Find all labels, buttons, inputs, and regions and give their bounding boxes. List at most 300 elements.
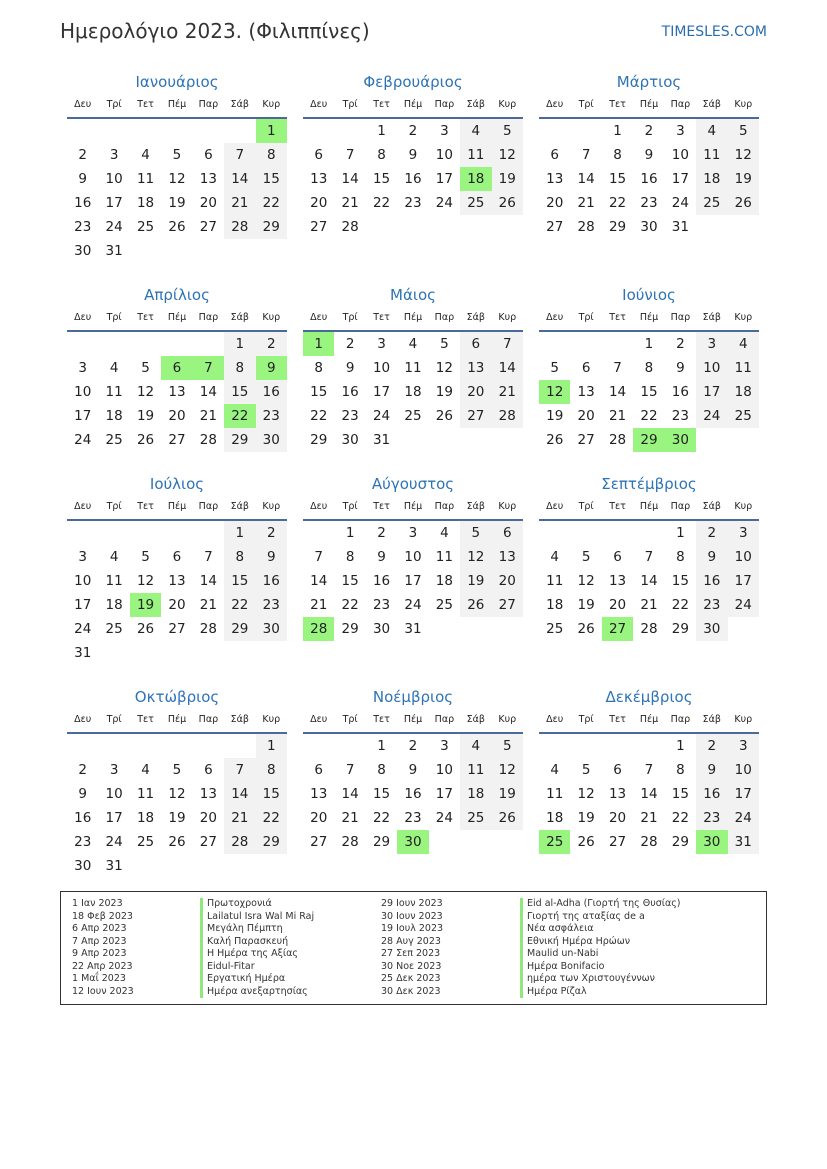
day-cell[interactable]: 7	[644, 549, 654, 565]
day-cell[interactable]: 4	[141, 762, 150, 778]
brand-link[interactable]: TIMESLES.COM	[661, 24, 767, 40]
day-cell[interactable]: 7	[644, 762, 654, 778]
day-cell[interactable]: 26	[168, 834, 186, 850]
day-cell[interactable]: 30	[640, 219, 658, 235]
day-cell[interactable]: 10	[372, 360, 391, 376]
day-cell[interactable]: 14	[341, 786, 359, 802]
day-cell[interactable]: 28	[224, 215, 255, 239]
day-cell[interactable]: 11	[136, 171, 155, 187]
holiday-day-cell[interactable]: 30	[665, 428, 696, 452]
day-cell[interactable]: 28	[608, 432, 627, 448]
day-cell[interactable]: 3	[109, 762, 119, 778]
day-cell[interactable]: 12	[577, 573, 595, 589]
day-cell[interactable]: 9	[256, 545, 287, 569]
day-cell[interactable]: 8	[644, 360, 654, 376]
day-cell[interactable]: 25	[546, 621, 564, 637]
holiday-day-cell[interactable]: 30	[696, 830, 727, 854]
day-cell[interactable]: 10	[105, 171, 123, 187]
day-cell[interactable]: 24	[728, 593, 759, 617]
day-cell[interactable]: 5	[581, 549, 591, 565]
day-cell[interactable]: 24	[671, 195, 689, 211]
day-cell[interactable]: 7	[613, 360, 622, 376]
day-cell[interactable]: 11	[460, 143, 491, 167]
day-cell[interactable]: 14	[577, 171, 595, 187]
day-cell[interactable]: 12	[728, 143, 759, 167]
day-cell[interactable]: 24	[435, 810, 453, 826]
day-cell[interactable]: 28	[341, 834, 359, 850]
day-cell[interactable]: 18	[435, 573, 453, 589]
day-cell[interactable]: 18	[546, 810, 564, 826]
day-cell[interactable]: 11	[136, 786, 155, 802]
day-cell[interactable]: 31	[728, 830, 759, 854]
day-cell[interactable]: 14	[199, 384, 217, 400]
day-cell[interactable]: 20	[310, 195, 328, 211]
day-cell[interactable]: 27	[199, 834, 217, 850]
day-cell[interactable]: 24	[105, 834, 123, 850]
day-cell[interactable]: 26	[136, 432, 155, 448]
day-cell[interactable]: 18	[546, 597, 564, 613]
day-cell[interactable]: 6	[314, 147, 323, 163]
day-cell[interactable]: 18	[105, 408, 123, 424]
day-cell[interactable]: 15	[256, 782, 287, 806]
day-cell[interactable]: 17	[105, 810, 123, 826]
day-cell[interactable]: 28	[199, 432, 217, 448]
day-cell[interactable]: 13	[168, 384, 186, 400]
day-cell[interactable]: 5	[728, 119, 759, 143]
day-cell[interactable]: 21	[310, 597, 328, 613]
day-cell[interactable]: 6	[492, 521, 523, 545]
day-cell[interactable]: 8	[224, 545, 255, 569]
day-cell[interactable]: 3	[696, 332, 727, 356]
day-cell[interactable]: 21	[224, 806, 255, 830]
day-cell[interactable]: 27	[492, 593, 523, 617]
day-cell[interactable]: 4	[408, 336, 418, 352]
day-cell[interactable]: 5	[172, 147, 182, 163]
holiday-day-cell[interactable]: 6	[161, 356, 192, 380]
day-cell[interactable]: 3	[377, 336, 386, 352]
day-cell[interactable]: 30	[256, 428, 287, 452]
day-cell[interactable]: 19	[136, 408, 155, 424]
day-cell[interactable]: 25	[136, 834, 155, 850]
day-cell[interactable]: 16	[671, 384, 689, 400]
day-cell[interactable]: 13	[546, 171, 564, 187]
day-cell[interactable]: 11	[696, 143, 727, 167]
day-cell[interactable]: 22	[341, 597, 359, 613]
day-cell[interactable]: 21	[199, 597, 217, 613]
holiday-day-cell[interactable]: 18	[460, 167, 491, 191]
day-cell[interactable]: 5	[550, 360, 559, 376]
day-cell[interactable]: 7	[492, 332, 523, 356]
day-cell[interactable]: 3	[676, 123, 685, 139]
day-cell[interactable]: 19	[577, 810, 595, 826]
day-cell[interactable]: 12	[168, 786, 186, 802]
day-cell[interactable]: 11	[546, 573, 564, 589]
day-cell[interactable]: 30	[256, 617, 287, 641]
day-cell[interactable]: 19	[460, 569, 491, 593]
holiday-day-cell[interactable]: 30	[397, 830, 428, 854]
day-cell[interactable]: 29	[256, 215, 287, 239]
day-cell[interactable]: 9	[78, 786, 87, 802]
day-cell[interactable]: 20	[199, 810, 217, 826]
day-cell[interactable]: 7	[314, 549, 323, 565]
day-cell[interactable]: 10	[728, 758, 759, 782]
day-cell[interactable]: 7	[224, 143, 255, 167]
day-cell[interactable]: 15	[224, 569, 255, 593]
day-cell[interactable]: 27	[199, 219, 217, 235]
day-cell[interactable]: 19	[435, 384, 453, 400]
day-cell[interactable]: 20	[546, 195, 564, 211]
day-cell[interactable]: 29	[608, 219, 627, 235]
day-cell[interactable]: 21	[341, 195, 359, 211]
day-cell[interactable]: 1	[224, 521, 255, 545]
holiday-day-cell[interactable]: 27	[602, 617, 633, 641]
day-cell[interactable]: 24	[74, 621, 92, 637]
day-cell[interactable]: 14	[608, 384, 627, 400]
day-cell[interactable]: 9	[408, 762, 418, 778]
day-cell[interactable]: 22	[310, 408, 328, 424]
day-cell[interactable]: 15	[671, 573, 689, 589]
day-cell[interactable]: 22	[608, 195, 627, 211]
day-cell[interactable]: 23	[341, 408, 359, 424]
day-cell[interactable]: 18	[105, 597, 123, 613]
day-cell[interactable]: 12	[136, 573, 155, 589]
holiday-day-cell[interactable]: 22	[224, 404, 255, 428]
day-cell[interactable]: 26	[460, 593, 491, 617]
day-cell[interactable]: 21	[492, 380, 523, 404]
day-cell[interactable]: 28	[224, 830, 255, 854]
day-cell[interactable]: 24	[404, 597, 422, 613]
day-cell[interactable]: 19	[546, 408, 564, 424]
day-cell[interactable]: 31	[372, 432, 391, 448]
day-cell[interactable]: 5	[460, 521, 491, 545]
day-cell[interactable]: 15	[640, 384, 658, 400]
day-cell[interactable]: 23	[671, 408, 689, 424]
day-cell[interactable]: 13	[608, 786, 627, 802]
day-cell[interactable]: 31	[404, 621, 422, 637]
day-cell[interactable]: 28	[640, 834, 658, 850]
holiday-day-cell[interactable]: 1	[256, 119, 287, 143]
day-cell[interactable]: 10	[74, 573, 92, 589]
day-cell[interactable]: 5	[172, 762, 182, 778]
day-cell[interactable]: 17	[74, 597, 92, 613]
day-cell[interactable]: 1	[377, 738, 386, 754]
day-cell[interactable]: 27	[460, 404, 491, 428]
day-cell[interactable]: 23	[74, 219, 92, 235]
day-cell[interactable]: 21	[341, 810, 359, 826]
day-cell[interactable]: 4	[460, 734, 491, 758]
day-cell[interactable]: 7	[581, 147, 591, 163]
day-cell[interactable]: 12	[136, 384, 155, 400]
day-cell[interactable]: 5	[141, 360, 150, 376]
day-cell[interactable]: 30	[74, 858, 92, 874]
day-cell[interactable]: 1	[224, 332, 255, 356]
day-cell[interactable]: 15	[310, 384, 328, 400]
day-cell[interactable]: 15	[608, 171, 627, 187]
day-cell[interactable]: 24	[435, 195, 453, 211]
day-cell[interactable]: 10	[74, 384, 92, 400]
day-cell[interactable]: 14	[341, 171, 359, 187]
day-cell[interactable]: 12	[435, 360, 453, 376]
day-cell[interactable]: 4	[550, 549, 559, 565]
day-cell[interactable]: 29	[224, 617, 255, 641]
holiday-day-cell[interactable]: 9	[256, 356, 287, 380]
day-cell[interactable]: 4	[141, 147, 150, 163]
day-cell[interactable]: 16	[74, 195, 92, 211]
day-cell[interactable]: 18	[136, 195, 155, 211]
day-cell[interactable]: 23	[404, 195, 422, 211]
day-cell[interactable]: 4	[550, 762, 559, 778]
day-cell[interactable]: 13	[492, 545, 523, 569]
day-cell[interactable]: 21	[640, 810, 658, 826]
holiday-day-cell[interactable]: 7	[193, 356, 224, 380]
day-cell[interactable]: 8	[345, 549, 355, 565]
day-cell[interactable]: 17	[728, 569, 759, 593]
day-cell[interactable]: 23	[372, 597, 391, 613]
day-cell[interactable]: 16	[372, 573, 391, 589]
day-cell[interactable]: 25	[136, 219, 155, 235]
day-cell[interactable]: 27	[168, 432, 186, 448]
day-cell[interactable]: 7	[345, 762, 355, 778]
day-cell[interactable]: 21	[577, 195, 595, 211]
day-cell[interactable]: 23	[256, 593, 287, 617]
day-cell[interactable]: 16	[256, 380, 287, 404]
day-cell[interactable]: 14	[224, 782, 255, 806]
day-cell[interactable]: 29	[341, 621, 359, 637]
day-cell[interactable]: 15	[372, 786, 391, 802]
day-cell[interactable]: 1	[256, 734, 287, 758]
day-cell[interactable]: 28	[492, 404, 523, 428]
day-cell[interactable]: 16	[404, 171, 422, 187]
day-cell[interactable]: 1	[676, 525, 685, 541]
day-cell[interactable]: 15	[372, 171, 391, 187]
day-cell[interactable]: 2	[78, 762, 87, 778]
day-cell[interactable]: 24	[74, 432, 92, 448]
day-cell[interactable]: 27	[608, 834, 627, 850]
day-cell[interactable]: 9	[408, 147, 418, 163]
day-cell[interactable]: 16	[341, 384, 359, 400]
day-cell[interactable]: 10	[435, 147, 453, 163]
day-cell[interactable]: 8	[377, 147, 386, 163]
day-cell[interactable]: 8	[314, 360, 323, 376]
day-cell[interactable]: 21	[640, 597, 658, 613]
day-cell[interactable]: 14	[199, 573, 217, 589]
day-cell[interactable]: 6	[613, 762, 622, 778]
day-cell[interactable]: 3	[728, 521, 759, 545]
day-cell[interactable]: 1	[676, 738, 685, 754]
day-cell[interactable]: 31	[671, 219, 689, 235]
day-cell[interactable]: 11	[105, 384, 123, 400]
day-cell[interactable]: 12	[492, 143, 523, 167]
day-cell[interactable]: 2	[696, 521, 727, 545]
day-cell[interactable]: 10	[696, 356, 727, 380]
day-cell[interactable]: 6	[204, 147, 213, 163]
day-cell[interactable]: 25	[105, 432, 123, 448]
day-cell[interactable]: 27	[577, 432, 595, 448]
day-cell[interactable]: 20	[199, 195, 217, 211]
day-cell[interactable]: 29	[224, 428, 255, 452]
day-cell[interactable]: 6	[613, 549, 622, 565]
day-cell[interactable]: 15	[256, 167, 287, 191]
day-cell[interactable]: 18	[728, 380, 759, 404]
day-cell[interactable]: 25	[105, 621, 123, 637]
day-cell[interactable]: 27	[168, 621, 186, 637]
day-cell[interactable]: 23	[74, 834, 92, 850]
day-cell[interactable]: 20	[608, 597, 627, 613]
day-cell[interactable]: 19	[168, 810, 186, 826]
day-cell[interactable]: 25	[460, 191, 491, 215]
day-cell[interactable]: 28	[341, 219, 359, 235]
day-cell[interactable]: 17	[74, 408, 92, 424]
day-cell[interactable]: 1	[377, 123, 386, 139]
day-cell[interactable]: 20	[492, 569, 523, 593]
day-cell[interactable]: 2	[377, 525, 386, 541]
day-cell[interactable]: 30	[341, 432, 359, 448]
day-cell[interactable]: 25	[728, 404, 759, 428]
day-cell[interactable]: 29	[372, 834, 391, 850]
day-cell[interactable]: 8	[676, 762, 685, 778]
day-cell[interactable]: 9	[696, 545, 727, 569]
day-cell[interactable]: 22	[671, 597, 689, 613]
day-cell[interactable]: 14	[640, 786, 658, 802]
day-cell[interactable]: 10	[671, 147, 689, 163]
day-cell[interactable]: 15	[224, 380, 255, 404]
day-cell[interactable]: 13	[310, 171, 328, 187]
day-cell[interactable]: 29	[256, 830, 287, 854]
day-cell[interactable]: 26	[577, 834, 595, 850]
day-cell[interactable]: 21	[608, 408, 627, 424]
day-cell[interactable]: 1	[644, 336, 654, 352]
day-cell[interactable]: 3	[78, 360, 87, 376]
day-cell[interactable]: 17	[696, 380, 727, 404]
day-cell[interactable]: 19	[577, 597, 595, 613]
day-cell[interactable]: 27	[546, 219, 564, 235]
day-cell[interactable]: 6	[204, 762, 213, 778]
day-cell[interactable]: 23	[640, 195, 658, 211]
day-cell[interactable]: 6	[581, 360, 591, 376]
day-cell[interactable]: 13	[199, 786, 217, 802]
day-cell[interactable]: 6	[550, 147, 559, 163]
day-cell[interactable]: 27	[310, 834, 328, 850]
day-cell[interactable]: 10	[105, 786, 123, 802]
day-cell[interactable]: 24	[372, 408, 391, 424]
day-cell[interactable]: 27	[310, 219, 328, 235]
day-cell[interactable]: 31	[105, 858, 123, 874]
holiday-day-cell[interactable]: 19	[130, 593, 161, 617]
day-cell[interactable]: 19	[492, 782, 523, 806]
day-cell[interactable]: 2	[644, 123, 654, 139]
day-cell[interactable]: 8	[676, 549, 685, 565]
holiday-day-cell[interactable]: 25	[539, 830, 570, 854]
day-cell[interactable]: 10	[728, 545, 759, 569]
day-cell[interactable]: 5	[440, 336, 449, 352]
day-cell[interactable]: 12	[168, 171, 186, 187]
day-cell[interactable]: 11	[728, 356, 759, 380]
day-cell[interactable]: 21	[199, 408, 217, 424]
day-cell[interactable]: 22	[224, 593, 255, 617]
day-cell[interactable]: 2	[408, 123, 418, 139]
day-cell[interactable]: 29	[310, 432, 328, 448]
day-cell[interactable]: 11	[546, 786, 564, 802]
day-cell[interactable]: 30	[372, 621, 391, 637]
day-cell[interactable]: 9	[345, 360, 355, 376]
day-cell[interactable]: 25	[404, 408, 422, 424]
day-cell[interactable]: 25	[435, 597, 453, 613]
day-cell[interactable]: 15	[341, 573, 359, 589]
day-cell[interactable]: 19	[168, 195, 186, 211]
day-cell[interactable]: 12	[492, 758, 523, 782]
day-cell[interactable]: 17	[728, 782, 759, 806]
day-cell[interactable]: 22	[640, 408, 658, 424]
day-cell[interactable]: 20	[460, 380, 491, 404]
day-cell[interactable]: 24	[105, 219, 123, 235]
day-cell[interactable]: 12	[460, 545, 491, 569]
day-cell[interactable]: 16	[640, 171, 658, 187]
day-cell[interactable]: 30	[74, 243, 92, 259]
day-cell[interactable]: 11	[435, 549, 453, 565]
day-cell[interactable]: 24	[696, 404, 727, 428]
day-cell[interactable]: 2	[256, 332, 287, 356]
day-cell[interactable]: 18	[460, 782, 491, 806]
day-cell[interactable]: 13	[168, 573, 186, 589]
day-cell[interactable]: 13	[460, 356, 491, 380]
day-cell[interactable]: 26	[168, 219, 186, 235]
day-cell[interactable]: 11	[460, 758, 491, 782]
day-cell[interactable]: 5	[492, 119, 523, 143]
day-cell[interactable]: 22	[256, 191, 287, 215]
day-cell[interactable]: 22	[372, 810, 391, 826]
day-cell[interactable]: 2	[676, 336, 685, 352]
day-cell[interactable]: 16	[404, 786, 422, 802]
day-cell[interactable]: 1	[613, 123, 622, 139]
day-cell[interactable]: 22	[671, 810, 689, 826]
day-cell[interactable]: 6	[172, 549, 182, 565]
day-cell[interactable]: 14	[640, 573, 658, 589]
day-cell[interactable]: 4	[460, 119, 491, 143]
day-cell[interactable]: 9	[696, 758, 727, 782]
day-cell[interactable]: 26	[577, 621, 595, 637]
day-cell[interactable]: 20	[608, 810, 627, 826]
day-cell[interactable]: 26	[546, 432, 564, 448]
day-cell[interactable]: 20	[168, 408, 186, 424]
day-cell[interactable]: 31	[105, 243, 123, 259]
day-cell[interactable]: 10	[404, 549, 422, 565]
day-cell[interactable]: 26	[728, 191, 759, 215]
day-cell[interactable]: 17	[404, 573, 422, 589]
day-cell[interactable]: 13	[310, 786, 328, 802]
day-cell[interactable]: 23	[696, 806, 727, 830]
day-cell[interactable]: 28	[577, 219, 595, 235]
day-cell[interactable]: 11	[105, 573, 123, 589]
day-cell[interactable]: 4	[109, 549, 119, 565]
day-cell[interactable]: 20	[310, 810, 328, 826]
day-cell[interactable]: 13	[577, 384, 595, 400]
day-cell[interactable]: 3	[728, 734, 759, 758]
day-cell[interactable]: 13	[608, 573, 627, 589]
day-cell[interactable]: 4	[440, 525, 449, 541]
day-cell[interactable]: 7	[204, 549, 213, 565]
day-cell[interactable]: 18	[136, 810, 155, 826]
day-cell[interactable]: 2	[345, 336, 355, 352]
day-cell[interactable]: 16	[74, 810, 92, 826]
day-cell[interactable]: 23	[404, 810, 422, 826]
day-cell[interactable]: 28	[199, 621, 217, 637]
day-cell[interactable]: 2	[78, 147, 87, 163]
day-cell[interactable]: 13	[199, 171, 217, 187]
day-cell[interactable]: 16	[256, 569, 287, 593]
day-cell[interactable]: 26	[136, 621, 155, 637]
day-cell[interactable]: 20	[168, 597, 186, 613]
day-cell[interactable]: 22	[372, 195, 391, 211]
